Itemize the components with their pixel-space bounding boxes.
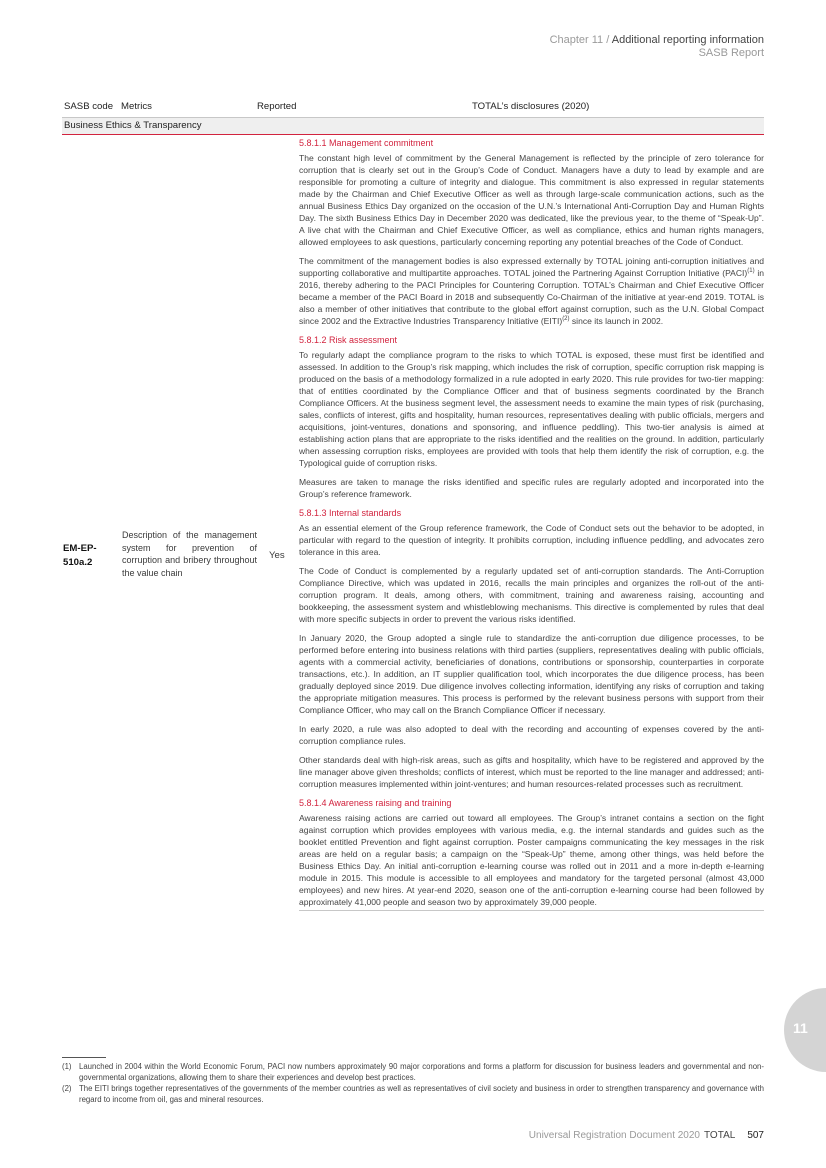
- footnote-divider: [62, 1057, 106, 1058]
- heading-risk-assessment: 5.8.1.2 Risk assessment: [299, 335, 398, 345]
- column-header-disclosures: TOTAL’s disclosures (2020): [472, 101, 590, 112]
- reported-cell: Yes: [269, 550, 285, 561]
- heading-internal-standards: 5.8.1.3 Internal standards: [299, 508, 402, 518]
- paragraph: In January 2020, the Group adopted a single rule to standardize the anti-corruption due diligence processes, to be performed before entering into business relations with third parties (suppliers, representatives dealing with public officials, agents with a commercial activity, beneficiaries of donations, contributions or sponsorship, counterparties in corporate transactions, etc.). In addition, an IT supplier qualification tool, which incorporates the due diligence process, has been gradually deployed since 2019. Due diligence involves collecting information, identifying any risks of corruption and taking the appropriate mitigation measures. This process is performed by the relevant business persons with support from their Compliance Officer, who may call on the Branch Compliance Officer if necessary.: [299, 633, 764, 715]
- footnote-text: The EITI brings together representatives of the governments of the member countries as well as representatives of civil society and business in order to strengthen transparency and governance with regard to income from oil, gas and mineral resources.: [79, 1084, 764, 1104]
- footnote-number: (1): [62, 1062, 72, 1071]
- heading-awareness-training: 5.8.1.4 Awareness raising and training: [299, 798, 452, 808]
- heading-management-commitment: 5.8.1.1 Management commitment: [299, 138, 434, 148]
- chapter-label: Chapter 11: [549, 34, 604, 46]
- metric-description-cell: Description of the management system for prevention of corruption and bribery throughout the value chain: [122, 530, 257, 579]
- paragraph: The constant high level of commitment by the General Management is reflected by the principle of zero tolerance for corruption that is clearly set out in the Group’s Code of Conduct. Managers have a duty to lead by example and are responsible for promoting a culture of integrity and dialogue. This commitment is also expressed in regular statements made by the Chairman and Chief Executive Officer as well as through large-scale communication actions, such as the annual Business Ethics Day organized on the occasion of the U.N.’s International Anti-Corruption Day and Human Rights Day. The sixth Business Ethics Day in December 2020 was dedicated, like the previous year, to the theme of “Speak-Up”. A live chat with the Chairman and Chief Executive Officer, as well as compliance, ethics and human rights managers, allowed employees to ask questions, particularly concerning reporting any potential breaches of the Code of Conduct.: [299, 153, 764, 247]
- paragraph: As an essential element of the Group reference framework, the Code of Conduct sets out the behavior to be adopted, in particular with regard to the question of integrity. It prohibits corruption, including influence peddling, and advocates zero tolerance in this area.: [299, 523, 764, 557]
- paragraph: Other standards deal with high-risk areas, such as gifts and hospitality, which have to be registered and approved by the line manager above given thresholds; conflicts of interest, which must be reported to the line manager and addressed; anti-corruption measures implemented within joint-ventures; and human resources-related processes such as recruitment.: [299, 755, 764, 789]
- column-header-metrics: Metrics: [121, 101, 152, 112]
- footnote: [62, 1084, 764, 1105]
- paragraph: The commitment of the management bodies is also expressed externally by TOTAL joining anti-corruption initiatives and supporting collaborative and multipartite approaches. TOTAL joined the Partnering Against Corruption Initiative (PACI)$^{(1)}$ in 2016, thereby adhering to the PACI Principles for Countering Corruption. TOTAL’s Chairman and Chief Executive Officer became a member of the PACI Board in 2018 and subsequently Co-Chairman of the initiative at year-end 2019. TOTAL is also a member of other initiatives that contribute to the global effort against corruption, such as the U.N. Global Compact since 2002 and the Extractive Industries Transparency Initiative (EITI)$^{(2)}$ since its launch in 2002.: [299, 256, 764, 326]
- paragraph: In early 2020, a rule was also adopted to deal with the recording and accounting of expenses covered by the anti-corruption compliance rules.: [299, 724, 764, 746]
- disclosure-content: [299, 137, 764, 911]
- page-header: [550, 34, 764, 60]
- footnote-number: (2): [62, 1084, 72, 1094]
- document-title: Universal Registration Document 2020: [528, 1130, 700, 1141]
- paragraph: Awareness raising actions are carried out toward all employees. The Group’s intranet contains a section on the fight against corruption which provides employees with various media, e.g. the internal standards and guides such as the booklet entitled Prevention and fight against corruption. Poster campaigns communicating the key messages in the risk areas are held on a regular basis; a campaign on the “Speak-Up” theme, among other things, was held before the Business Ethics Day. An initial anti-corruption e-learning course was rolled out in 2011 and a more in-depth e-learning module in 2015. This module is accessible to all employees and mandatory for the targeted personal (almost 43,000 employees) and new hires. At year-end 2020, season one of the anti-corruption e-learning course had been followed by approximately 41,000 people and season two by approximately 39,000 people.: [299, 812, 764, 911]
- section-subtitle: SASB Report: [698, 47, 764, 59]
- footnote: [62, 1062, 764, 1083]
- column-header-code: SASB code: [64, 101, 114, 112]
- table-section-row: [62, 118, 764, 135]
- footnotes: [62, 1062, 764, 1106]
- chapter-tab-number: 11: [793, 1020, 808, 1036]
- page-number: 507: [747, 1130, 764, 1141]
- page-footer: [529, 1130, 764, 1141]
- chapter-tab[interactable]: [784, 988, 826, 1072]
- paragraph: Measures are taken to manage the risks identified and specific rules are regularly adopted and incorporated into the Group’s reference framework.: [299, 477, 764, 499]
- paragraph: The Code of Conduct is complemented by a regularly updated set of anti-corruption standards. The Anti-Corruption Compliance Directive, which was updated in 2016, recalls the main principles and organizes the roll-out of the anti-corruption program. It deals, among others, with commitment, training and awareness raising, accounting and bookkeeping, the assessment system and whistleblowing mechanisms. This directive is complemented by rules that deal with more specific subjects in order to prevent the various risks identified.: [299, 566, 764, 624]
- section-title: Business Ethics & Transparency: [64, 120, 202, 131]
- table-header-row: [62, 99, 764, 118]
- chapter-title: Additional reporting information: [611, 34, 764, 46]
- chapter-separator: /: [603, 34, 612, 46]
- footnote-text: Launched in 2004 within the World Economic Forum, PACI now numbers approximately 90 major corporations and forms a platform for discussion for business leaders and governmental and non-governmental organizations, allowing them to share their experiences and develop best practices.: [79, 1062, 764, 1082]
- paragraph: To regularly adapt the compliance program to the risks to which TOTAL is exposed, these must first be identified and assessed. In addition to the Group’s risk mapping, which includes the risk of corruption, specific corruption risk mapping is produced on the basis of a methodology formalized in a rule adopted in early 2020. This rule provides for two-tier mapping: that of entities coordinated by the Compliance Officer and that of business segments coordinated by the Branch Compliance Officers. At the business segment level, the assessment needs to examine the main types of risk (purchasing, sales, conflicts of interest, gifts and hospitality, human resources, representatives dealing with public officials, mergers and acquisitions, joint-ventures, donations and sponsoring, and influence peddling). This two-tier analysis is aimed at establishing action plans that are appropriate to the risks identified and the realities on the ground. In addition, particularly when assessing corruption risks, employees are provided with tools that help them identify the risk of corruption, e.g. the Typological guide of corruption risks.: [299, 350, 764, 468]
- footnote-ref: (2): [562, 316, 570, 323]
- footnote-ref: (1): [747, 268, 755, 275]
- column-header-reported: Reported: [257, 101, 297, 112]
- sasb-code-cell: EM-EP-510a.2: [63, 543, 97, 568]
- brand-name: TOTAL: [704, 1130, 736, 1141]
